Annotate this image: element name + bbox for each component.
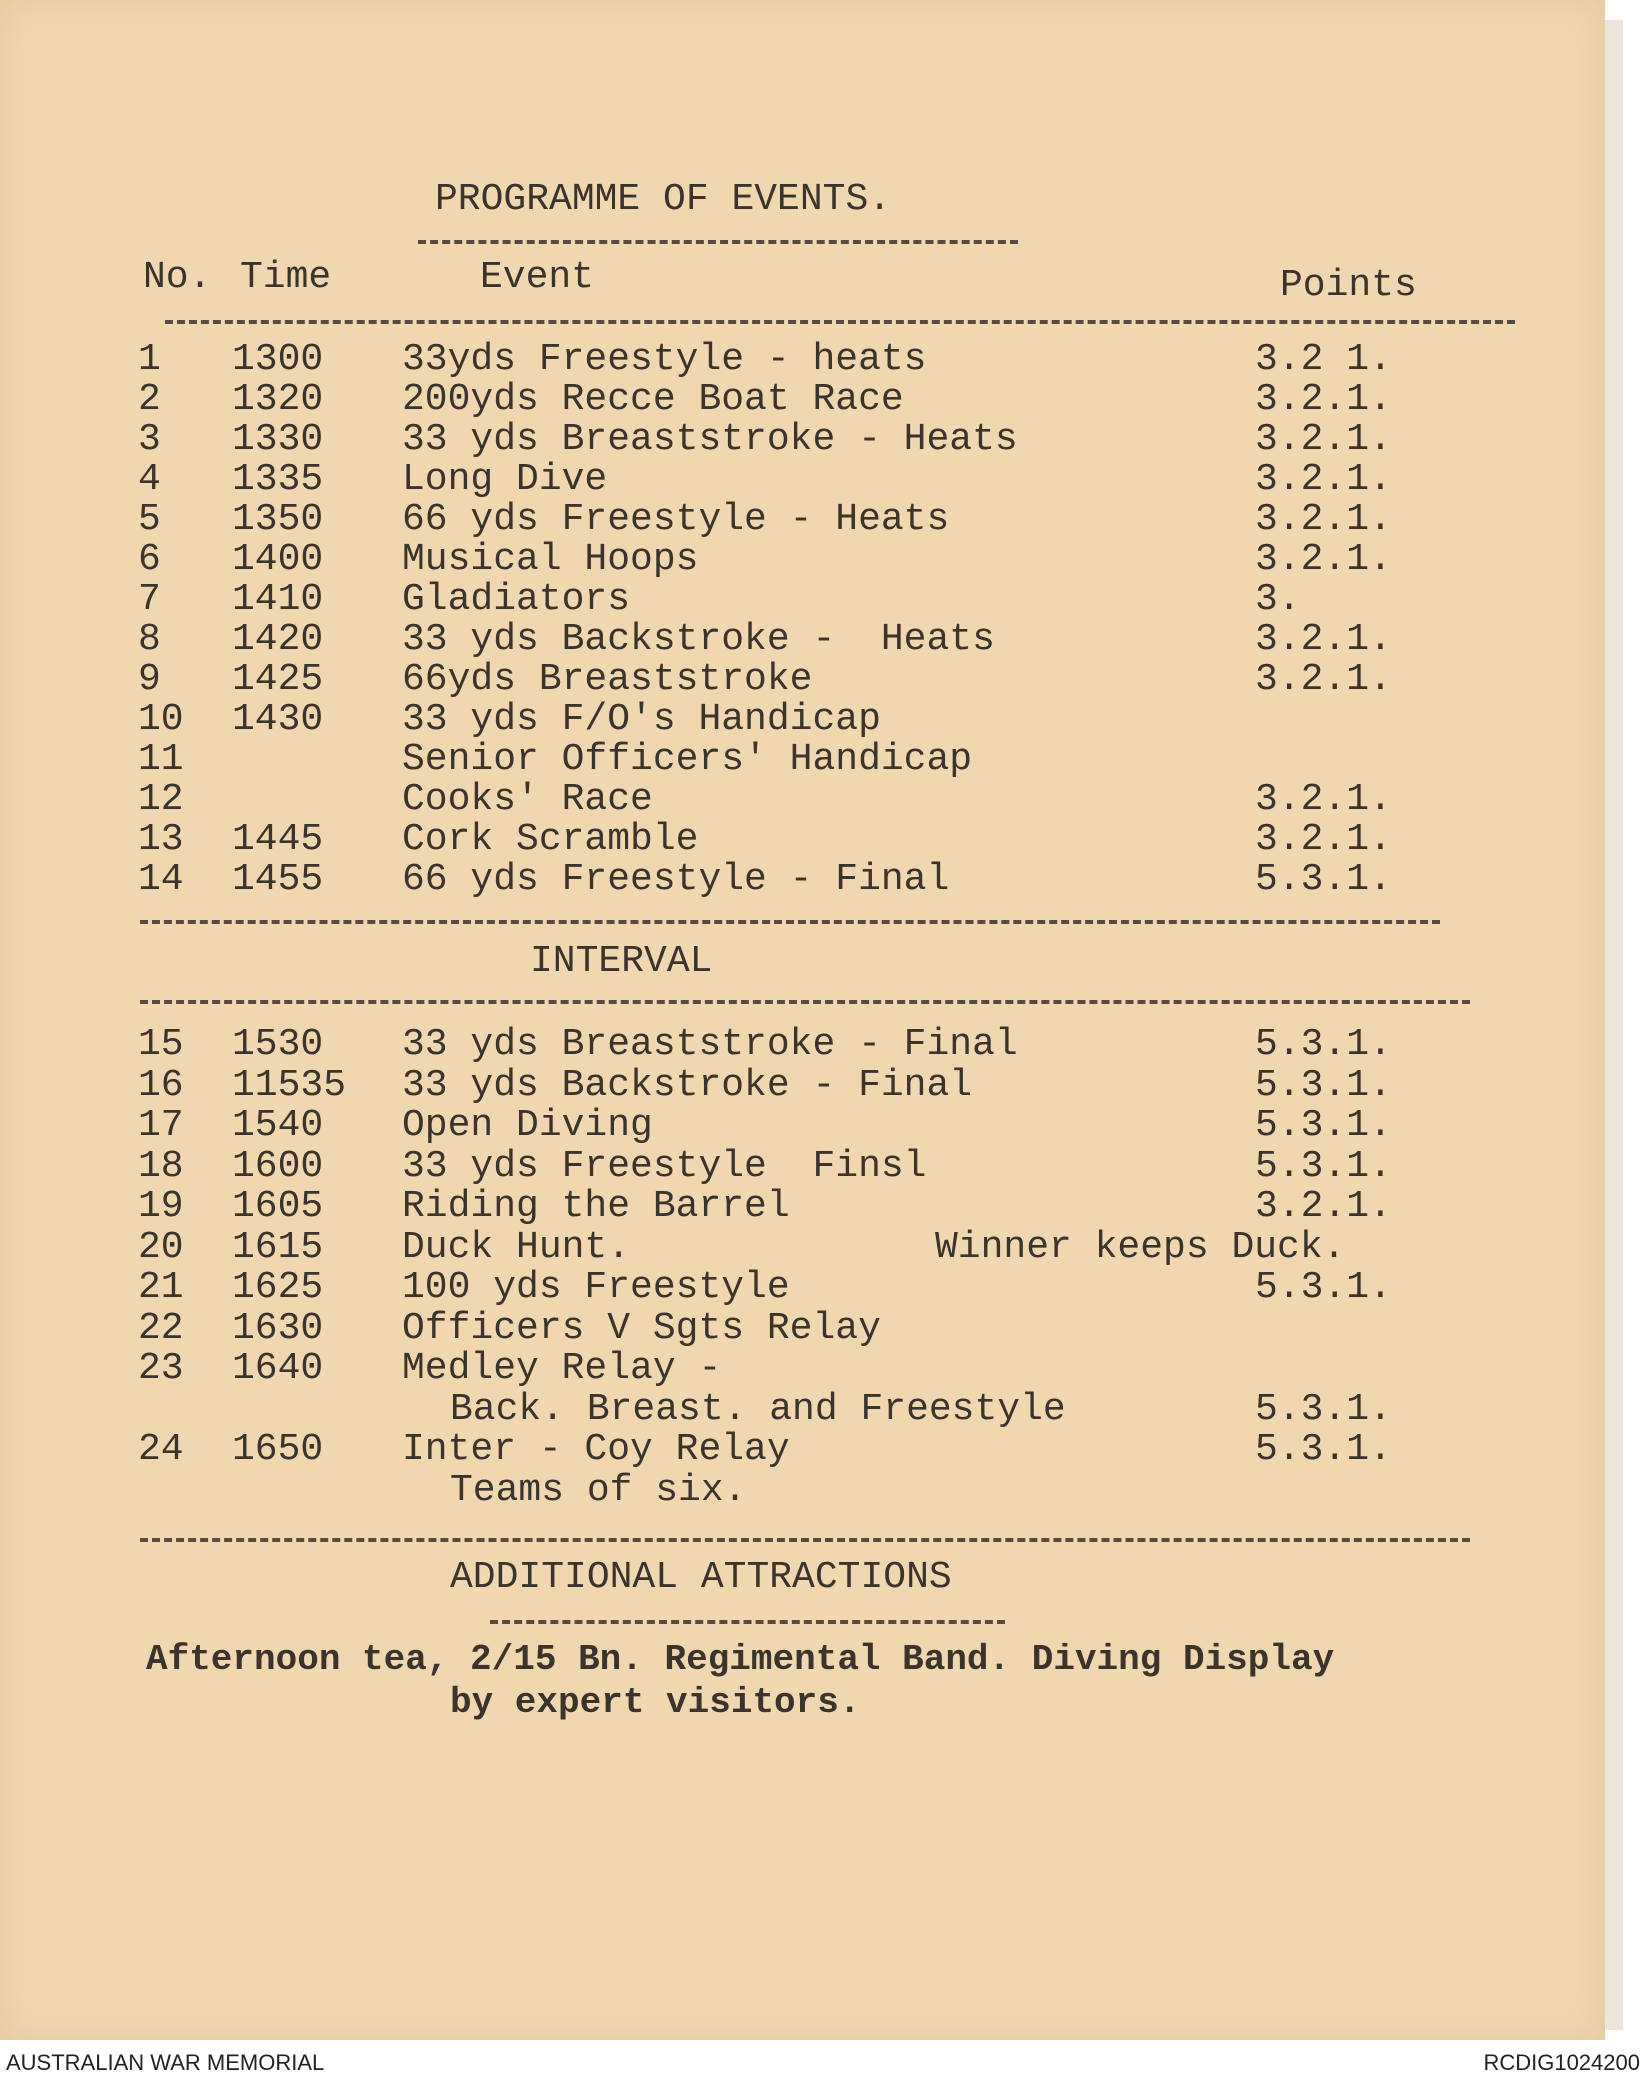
- event-number: 16: [138, 1063, 184, 1107]
- table-row: [0, 1187, 1605, 1227]
- table-row: [0, 420, 1605, 460]
- table-row: [0, 1063, 1605, 1107]
- event-points: 3.2.1.: [1255, 498, 1392, 541]
- event-number: 8: [138, 618, 161, 661]
- header-event: Event: [480, 256, 595, 299]
- table-row: [0, 340, 1605, 380]
- event-name: 66 yds Freestyle - Final: [402, 858, 950, 901]
- event-name: 33 yds F/O's Handicap: [402, 698, 881, 741]
- event-time: 1445: [232, 818, 324, 861]
- event-points: 5.3.1.: [1255, 1387, 1392, 1431]
- event-time: 1650: [232, 1428, 324, 1471]
- event-time: 1300: [232, 338, 324, 381]
- event-time: 1615: [232, 1225, 324, 1269]
- document-title: PROGRAMME OF EVENTS.: [435, 178, 892, 221]
- event-name: 33 yds Breaststroke - Heats: [402, 418, 1018, 461]
- event-points: 3.2.1.: [1255, 378, 1392, 421]
- event-points: 3.2 1.: [1255, 338, 1392, 381]
- table-row: [0, 660, 1605, 700]
- event-number: 7: [138, 578, 161, 621]
- event-number: 21: [138, 1266, 184, 1309]
- event-name: Gladiators: [402, 578, 631, 621]
- event-points: 5.3.1.: [1255, 1428, 1392, 1471]
- event-name: Cooks' Race: [402, 778, 653, 821]
- footer-id: RCDIG1024200: [1483, 2050, 1640, 2075]
- table-row: [0, 1225, 1605, 1269]
- event-number: 17: [138, 1104, 184, 1147]
- table-row: [0, 1025, 1605, 1065]
- event-number: 5: [138, 498, 161, 541]
- footer: [0, 2044, 1650, 2082]
- event-name: 33 yds Backstroke - Final: [402, 1063, 973, 1107]
- event-name: 200yds Recce Boat Race: [402, 378, 904, 421]
- event-time: 1335: [232, 458, 324, 501]
- event-name: 33 yds Backstroke - Heats: [402, 618, 995, 661]
- event-points: 5.3.1.: [1255, 1023, 1392, 1066]
- event-number: 9: [138, 658, 161, 701]
- divider: [140, 1538, 1470, 1542]
- event-name: 100 yds Freestyle: [402, 1266, 790, 1309]
- event-number: 3: [138, 418, 161, 461]
- event-number: 22: [138, 1306, 184, 1350]
- paper-edge: [1605, 20, 1623, 2030]
- event-name: Duck Hunt.: [402, 1225, 631, 1269]
- table-row: [0, 1349, 1605, 1389]
- event-name: Long Dive: [402, 458, 608, 501]
- event-points: 5.3.1.: [1255, 1144, 1392, 1188]
- event-number: 24: [138, 1428, 184, 1471]
- table-row: [0, 460, 1605, 500]
- event-name: Inter - Coy Relay: [402, 1428, 790, 1471]
- event-number: 4: [138, 458, 161, 501]
- table-row: [0, 1430, 1605, 1470]
- additional-underline: [490, 1620, 1005, 1624]
- event-name: Open Diving: [402, 1104, 653, 1147]
- header-divider: [165, 320, 1515, 324]
- event-name: 33 yds Freestyle Finsl: [402, 1144, 927, 1188]
- event-number: 14: [138, 858, 184, 901]
- header-time: Time: [240, 256, 332, 299]
- table-row: [0, 380, 1605, 420]
- event-time: 1330: [232, 418, 324, 461]
- event-name: 33yds Freestyle - heats: [402, 338, 927, 381]
- table-row: [0, 1144, 1605, 1188]
- event-time: 1605: [232, 1185, 324, 1228]
- event-points: 5.3.1.: [1255, 1266, 1392, 1309]
- event-time: 1350: [232, 498, 324, 541]
- table-row: [0, 540, 1605, 580]
- event-number: 20: [138, 1225, 184, 1269]
- event-points: 3.2.1.: [1255, 418, 1392, 461]
- event-time: 1430: [232, 698, 324, 741]
- event-time: 1410: [232, 578, 324, 621]
- event-time: 1540: [232, 1104, 324, 1147]
- additional-line-1: Afternoon tea, 2/15 Bn. Regimental Band. Diving Display: [146, 1639, 1335, 1680]
- event-points: 3.2.1.: [1255, 778, 1392, 821]
- event-points: 3.: [1255, 578, 1301, 621]
- event-name: 66yds Breaststroke: [402, 658, 813, 701]
- divider: [140, 920, 1440, 924]
- table-row: [0, 780, 1605, 820]
- event-number: 13: [138, 818, 184, 861]
- event-name: Officers V Sgts Relay: [402, 1306, 881, 1350]
- event-number: 18: [138, 1144, 184, 1188]
- event-time: 1455: [232, 858, 324, 901]
- additional-heading: ADDITIONAL ATTRACTIONS: [450, 1556, 952, 1599]
- event-continuation: Teams of six.: [450, 1468, 747, 1512]
- table-row: [0, 580, 1605, 620]
- event-name: 66 yds Freestyle - Heats: [402, 498, 950, 541]
- event-number: 19: [138, 1185, 184, 1228]
- event-number: 10: [138, 698, 184, 741]
- event-name: Riding the Barrel: [402, 1185, 790, 1228]
- event-time: 11535: [232, 1063, 347, 1107]
- event-time: 1630: [232, 1306, 324, 1350]
- event-time: 1625: [232, 1266, 324, 1309]
- event-time: 1420: [232, 618, 324, 661]
- additional-line-2: by expert visitors.: [450, 1682, 861, 1723]
- table-row: [0, 860, 1605, 900]
- event-points: 3.2.1.: [1255, 538, 1392, 581]
- event-time: 1530: [232, 1023, 324, 1066]
- event-points: 3.2.1.: [1255, 1185, 1392, 1228]
- event-number: 23: [138, 1347, 184, 1390]
- interval-label: INTERVAL: [530, 940, 713, 983]
- table-row: [0, 1106, 1605, 1146]
- table-row: [0, 740, 1605, 780]
- event-time: 1640: [232, 1347, 324, 1390]
- event-time: 1600: [232, 1144, 324, 1188]
- table-row: [0, 1268, 1605, 1308]
- table-row: [0, 1306, 1605, 1350]
- table-row: [0, 1468, 1605, 1512]
- event-name: 33 yds Breaststroke - Final: [402, 1023, 1018, 1066]
- event-time: 1425: [232, 658, 324, 701]
- event-name: Medley Relay -: [402, 1347, 722, 1390]
- event-points: 3.2.1.: [1255, 658, 1392, 701]
- table-row: [0, 620, 1605, 660]
- divider: [140, 1000, 1470, 1004]
- event-points: 3.2.1.: [1255, 458, 1392, 501]
- title-underline: [418, 240, 1018, 244]
- event-time: 1320: [232, 378, 324, 421]
- event-number: 15: [138, 1023, 184, 1066]
- table-row: [0, 1387, 1605, 1431]
- event-continuation: Back. Breast. and Freestyle: [450, 1387, 1066, 1431]
- header-points: Points: [1280, 264, 1417, 307]
- header-no: No.: [143, 256, 212, 299]
- event-number: 1: [138, 338, 161, 381]
- event-points: 5.3.1.: [1255, 1063, 1392, 1107]
- event-name: Musical Hoops: [402, 538, 699, 581]
- footer-source: AUSTRALIAN WAR MEMORIAL: [6, 2050, 325, 2075]
- event-points: 3.2.1.: [1255, 618, 1392, 661]
- event-points: 5.3.1.: [1255, 1104, 1392, 1147]
- table-row: [0, 500, 1605, 540]
- event-points: 3.2.1.: [1255, 818, 1392, 861]
- event-name: Cork Scramble: [402, 818, 699, 861]
- event-name: Senior Officers' Handicap: [402, 738, 973, 781]
- event-number: 2: [138, 378, 161, 421]
- event-note: Winner keeps Duck.: [935, 1225, 1346, 1269]
- event-number: 12: [138, 778, 184, 821]
- event-number: 6: [138, 538, 161, 581]
- event-number: 11: [138, 738, 184, 781]
- event-points: 5.3.1.: [1255, 858, 1392, 901]
- table-row: [0, 700, 1605, 740]
- table-row: [0, 820, 1605, 860]
- event-time: 1400: [232, 538, 324, 581]
